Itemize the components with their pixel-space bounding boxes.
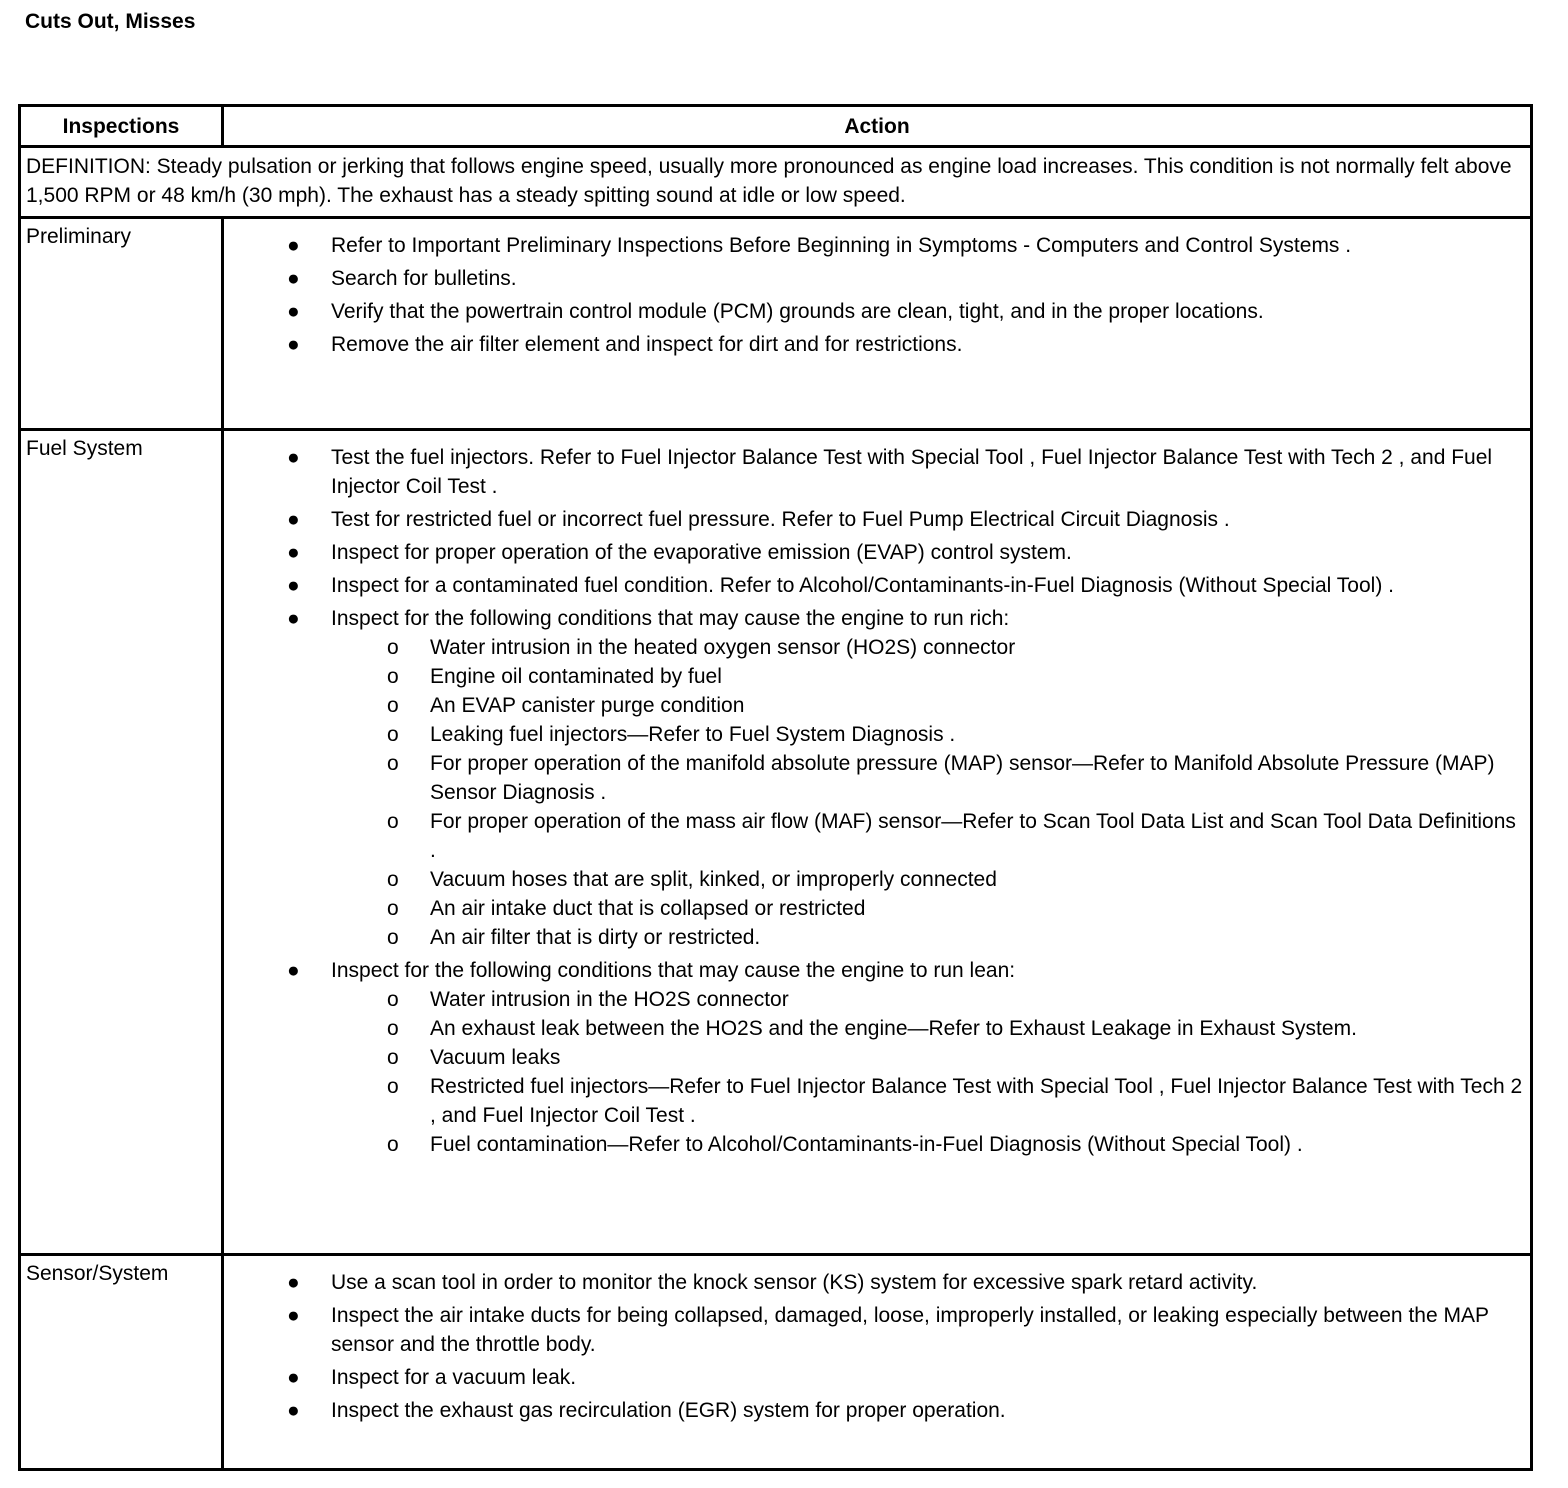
sub-list-item-text: Fuel contamination—Refer to Alcohol/Contaminants-in-Fuel Diagnosis (Without Special Tool) . — [430, 1133, 1303, 1156]
header-inspections: Inspections — [20, 106, 223, 147]
list-item — [230, 505, 1526, 534]
bullet-icon: ● — [287, 1271, 300, 1294]
list-item-text: Search for bulletins. — [331, 267, 517, 290]
list-item-text: Inspect for proper operation of the evaporative emission (EVAP) control system. — [331, 541, 1072, 564]
sub-list-item — [230, 1043, 1526, 1072]
circle-bullet-icon: o — [387, 897, 399, 920]
sub-list-item — [230, 894, 1526, 923]
list-item — [230, 1268, 1526, 1297]
circle-bullet-icon: o — [387, 868, 399, 891]
list-item — [230, 1301, 1526, 1359]
list-item-text: Refer to Important Preliminary Inspections Before Beginning in Symptoms - Computers and Control Systems . — [331, 234, 1352, 257]
sub-list — [331, 985, 1526, 1159]
bullet-icon: ● — [287, 267, 300, 290]
list-item-text: Use a scan tool in order to monitor the knock sensor (KS) system for excessive spark retard activity. — [331, 1271, 1258, 1294]
action-cell — [223, 1255, 1532, 1470]
bullet-icon: ● — [287, 607, 300, 630]
sub-list-item-text: Restricted fuel injectors—Refer to Fuel Injector Balance Test with Special Tool , Fuel Injector Balance Test with Tech 2 , and Fuel Injector Coil Test . — [430, 1075, 1523, 1127]
list-item-text: Remove the air filter element and inspect for dirt and for restrictions. — [331, 333, 963, 356]
circle-bullet-icon: o — [387, 1046, 399, 1069]
sub-list-item — [230, 633, 1526, 662]
bullet-icon: ● — [287, 1304, 300, 1327]
row-label: Fuel System — [20, 430, 223, 1255]
circle-bullet-icon: o — [387, 988, 399, 1011]
bullet-icon: ● — [287, 1366, 300, 1389]
list-item — [230, 264, 1526, 293]
bullet-icon: ● — [287, 446, 300, 469]
circle-bullet-icon: o — [387, 1133, 399, 1156]
row-label: Preliminary — [20, 218, 223, 430]
action-list — [230, 231, 1526, 359]
sub-list-item — [230, 985, 1526, 1014]
bullet-icon: ● — [287, 541, 300, 564]
header-row — [20, 106, 1532, 147]
circle-bullet-icon: o — [387, 723, 399, 746]
table-row — [20, 218, 1532, 430]
list-item — [230, 297, 1526, 326]
page-title: Cuts Out, Misses — [25, 10, 196, 33]
bullet-icon: ● — [287, 1399, 300, 1422]
sub-list-item-text: Water intrusion in the heated oxygen sensor (HO2S) connector — [430, 636, 1016, 659]
sub-list — [331, 633, 1526, 952]
sub-list-item — [230, 662, 1526, 691]
table-row — [20, 1255, 1532, 1470]
bullet-icon: ● — [287, 508, 300, 531]
list-item — [230, 604, 1526, 952]
circle-bullet-icon: o — [387, 810, 399, 833]
inspection-table — [18, 104, 1533, 1471]
sub-list-item-text: For proper operation of the manifold absolute pressure (MAP) sensor—Refer to Manifold Absolute Pressure (MAP) Sensor Diagnosis . — [430, 752, 1495, 804]
sub-list-item — [230, 720, 1526, 749]
list-item — [230, 443, 1526, 501]
bullet-icon: ● — [287, 333, 300, 356]
list-item-text: Inspect the exhaust gas recirculation (EGR) system for proper operation. — [331, 1399, 1006, 1422]
list-item-text: Inspect for a vacuum leak. — [331, 1366, 577, 1389]
action-cell — [223, 218, 1532, 430]
sub-list-item-text: Leaking fuel injectors—Refer to Fuel System Diagnosis . — [430, 723, 956, 746]
list-item — [230, 538, 1526, 567]
row-label: Sensor/System — [20, 1255, 223, 1470]
list-item — [230, 330, 1526, 359]
list-item — [230, 1363, 1526, 1392]
sub-list-item-text: An exhaust leak between the HO2S and the engine—Refer to Exhaust Leakage in Exhaust System. — [430, 1017, 1357, 1040]
sub-list-item — [230, 807, 1526, 865]
list-item — [230, 231, 1526, 260]
action-list — [230, 443, 1526, 1159]
action-list — [230, 1268, 1526, 1425]
list-item-text: Inspect for the following conditions that may cause the engine to run rich: — [331, 607, 1010, 630]
circle-bullet-icon: o — [387, 752, 399, 775]
bullet-icon: ● — [287, 234, 300, 257]
header-action: Action — [223, 106, 1532, 147]
sub-list-item-text: An air filter that is dirty or restricted. — [430, 926, 761, 949]
list-item-text: Test the fuel injectors. Refer to Fuel Injector Balance Test with Special Tool , Fuel Injector Balance Test with Tech 2 , and Fuel Injector Coil Test . — [331, 446, 1493, 498]
list-item-text: Verify that the powertrain control module (PCM) grounds are clean, tight, and in the proper locations. — [331, 300, 1264, 323]
list-item-text: Test for restricted fuel or incorrect fuel pressure. Refer to Fuel Pump Electrical Circuit Diagnosis . — [331, 508, 1230, 531]
bullet-icon: ● — [287, 300, 300, 323]
sub-list-item-text: Vacuum hoses that are split, kinked, or improperly connected — [430, 868, 997, 891]
list-item-text: Inspect the air intake ducts for being collapsed, damaged, loose, improperly installed, or leaking especially between the MAP sensor and the throttle body. — [331, 1304, 1489, 1356]
circle-bullet-icon: o — [387, 665, 399, 688]
sub-list-item-text: An EVAP canister purge condition — [430, 694, 745, 717]
circle-bullet-icon: o — [387, 926, 399, 949]
sub-list-item-text: Engine oil contaminated by fuel — [430, 665, 722, 688]
sub-list-item — [230, 865, 1526, 894]
list-item — [230, 571, 1526, 600]
circle-bullet-icon: o — [387, 694, 399, 717]
sub-list-item — [230, 749, 1526, 807]
list-item-text: Inspect for the following conditions that may cause the engine to run lean: — [331, 959, 1016, 982]
circle-bullet-icon: o — [387, 636, 399, 659]
sub-list-item-text: Water intrusion in the HO2S connector — [430, 988, 789, 1011]
table-row — [20, 430, 1532, 1255]
list-item — [230, 1396, 1526, 1425]
bullet-icon: ● — [287, 959, 300, 982]
action-cell — [223, 430, 1532, 1255]
sub-list-item — [230, 1014, 1526, 1043]
list-item-text: Inspect for a contaminated fuel condition. Refer to Alcohol/Contaminants-in-Fuel Diagnosis (Without Special Tool) . — [331, 574, 1394, 597]
sub-list-item — [230, 1130, 1526, 1159]
sub-list-item-text: For proper operation of the mass air flow (MAF) sensor—Refer to Scan Tool Data List and Scan Tool Data Definitions . — [430, 810, 1516, 862]
definition-row — [20, 147, 1532, 218]
definition-text: DEFINITION: Steady pulsation or jerking that follows engine speed, usually more pronounced as engine load increases. This condition is not normally felt above 1,500 RPM or 48 km/h (30 mph). The exhaust has a steady spitting sound at idle or low speed. — [20, 147, 1532, 218]
circle-bullet-icon: o — [387, 1017, 399, 1040]
list-item — [230, 956, 1526, 1159]
sub-list-item-text: An air intake duct that is collapsed or restricted — [430, 897, 866, 920]
circle-bullet-icon: o — [387, 1075, 399, 1098]
bullet-icon: ● — [287, 574, 300, 597]
sub-list-item-text: Vacuum leaks — [430, 1046, 561, 1069]
sub-list-item — [230, 1072, 1526, 1130]
sub-list-item — [230, 691, 1526, 720]
sub-list-item — [230, 923, 1526, 952]
